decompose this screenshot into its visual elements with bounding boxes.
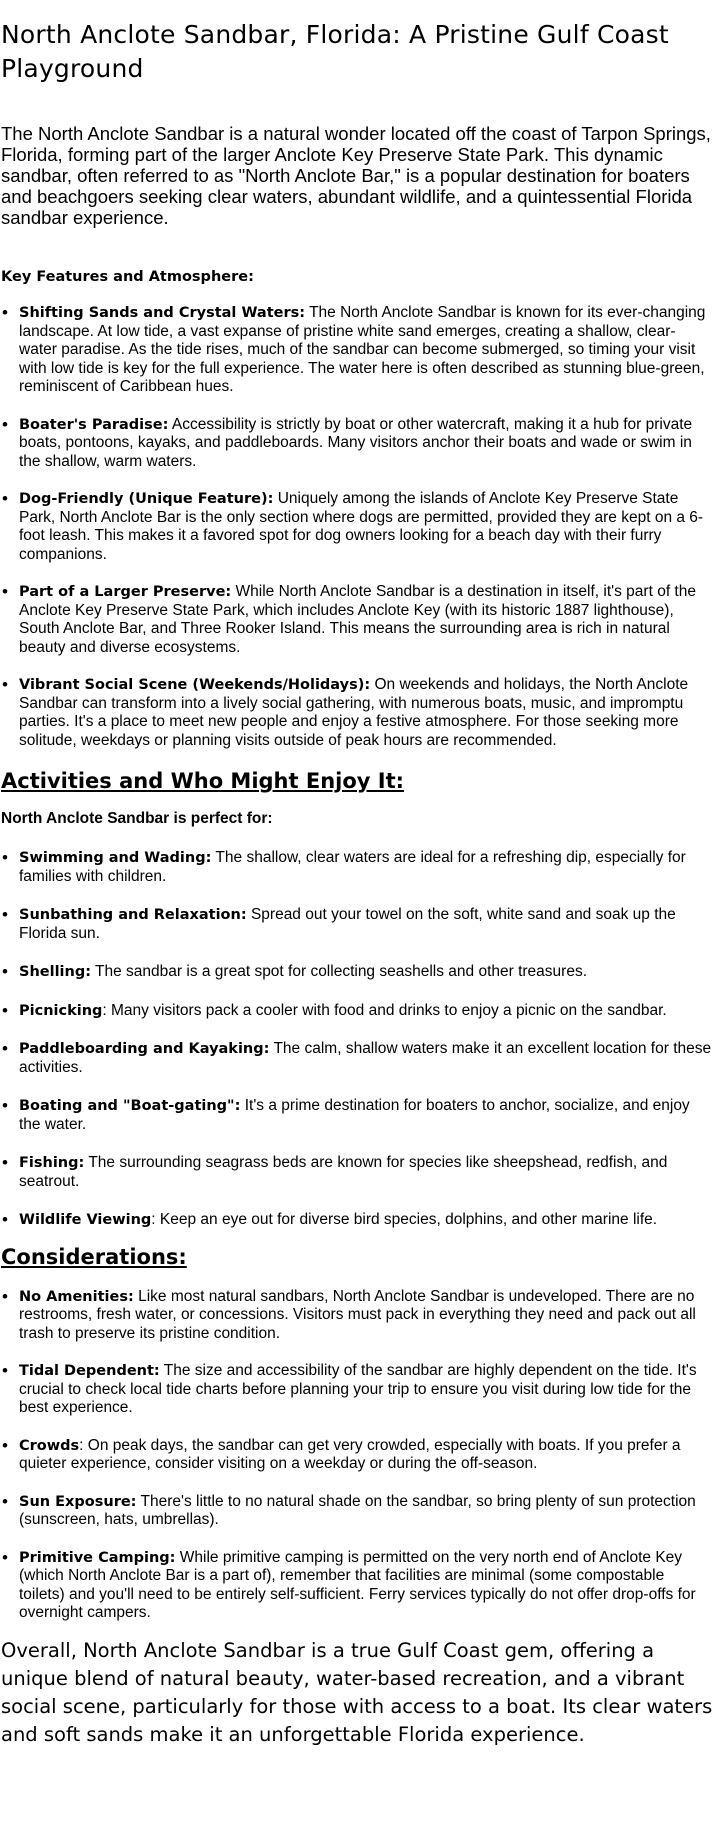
list-item bbox=[1, 1549, 713, 1623]
feature-text: Accessibility is strictly by boat or other watercraft, making it a hub for private boats, pontoons, kayaks, and paddleboards. Many visitors anchor their boats and wade or swim in the shallow, warm waters. bbox=[19, 415, 693, 470]
activity-term: Paddleboarding and Kayaking: bbox=[19, 1041, 270, 1057]
feature-term: Dog-Friendly (Unique Feature): bbox=[19, 491, 274, 507]
page-title: North Anclote Sandbar, Florida: A Pristine Gulf Coast Playground bbox=[1, 20, 669, 83]
activities-list bbox=[1, 849, 713, 1230]
consideration-text: There's little to no natural shade on the sandbar, so bring plenty of sun protection (sunscreen, hats, umbrellas). bbox=[19, 1492, 696, 1528]
closing-paragraph: Overall, North Anclote Sandbar is a true Gulf Coast gem, offering a unique blend of natural beauty, water-based recreation, and a vibrant social scene, particularly for those with access to a boat. Its clear waters and soft sands make it an unforgettable Florida experience. bbox=[1, 1638, 713, 1746]
list-item bbox=[1, 1002, 713, 1021]
feature-text: On weekends and holidays, the North Anclote Sandbar can transform into a lively social gathering, with numerous boats, music, and impromptu parties. It's a place to meet new people and enjoy a festive atmosphere. For those seeking more solitude, weekdays or planning visits outside of peak hours are recommended. bbox=[19, 676, 689, 749]
activity-term: Fishing: bbox=[19, 1155, 85, 1171]
list-item bbox=[1, 583, 713, 657]
list-item bbox=[1, 416, 713, 472]
activity-text: The surrounding seagrass beds are known for species like sheepshead, redfish, and seatrout. bbox=[19, 1154, 668, 1190]
list-item bbox=[1, 676, 713, 750]
consideration-term: Primitive Camping: bbox=[19, 1549, 176, 1566]
activity-term: Boating and "Boat-gating": bbox=[19, 1098, 241, 1114]
consideration-term: Tidal Dependent: bbox=[19, 1363, 160, 1379]
list-item bbox=[1, 1493, 713, 1530]
features-list bbox=[1, 304, 713, 750]
activity-term: Shelling: bbox=[19, 964, 92, 980]
activity-text: : Many visitors pack a cooler with food and drinks to enjoy a picnic on the sandbar. bbox=[102, 1001, 667, 1019]
consideration-text: : On peak days, the sandbar can get very crowded, especially with boats. If you prefer a quieter experience, consider visiting on a weekday or during the off-season. bbox=[19, 1436, 681, 1472]
list-item bbox=[1, 849, 713, 886]
list-item bbox=[1, 1211, 713, 1230]
activity-text: Spread out your towel on the soft, white sand and soak up the Florida sun. bbox=[19, 906, 676, 942]
feature-term: Boater's Paradise: bbox=[19, 416, 169, 433]
considerations-heading: Considerations: bbox=[1, 1244, 187, 1269]
list-item bbox=[1, 963, 713, 982]
activities-intro: North Anclote Sandbar is perfect for: bbox=[1, 810, 273, 827]
consideration-term: Sun Exposure: bbox=[19, 1493, 137, 1510]
list-item bbox=[1, 1154, 713, 1191]
feature-term: Part of a Larger Preserve: bbox=[19, 584, 232, 600]
feature-text: While North Anclote Sandbar is a destination in itself, it's part of the Anclote Key Preserve State Park, which includes Anclote Key (with its historic 1887 lighthouse), South Anclote Bar, and Three Rooker Island. This means the surrounding area is rich in natural beauty and diverse ecosystems. bbox=[19, 583, 696, 656]
activity-text: It's a prime destination for boaters to anchor, socialize, and enjoy the water. bbox=[19, 1097, 690, 1133]
activity-text: The shallow, clear waters are ideal for a refreshing dip, especially for families with children. bbox=[19, 849, 686, 885]
feature-text: The North Anclote Sandbar is known for its ever-changing landscape. At low tide, a vast expanse of pristine white sand emerges, creating a shallow, clear-water paradise. As the tide rises, much of the sandbar can become submerged, so timing your visit with low tide is key for the full experience. The water here is often described as stunning blue-green, reminiscent of Caribbean hues. bbox=[19, 304, 706, 395]
feature-term: Shifting Sands and Crystal Waters: bbox=[19, 305, 306, 321]
intro-paragraph: The North Anclote Sandbar is a natural wonder located off the coast of Tarpon Springs, Florida, forming part of the larger Anclote Key Preserve State Park. This dynamic sandbar, often referred to as "North Anclote Bar," is a popular destination for boaters and beachgoers seeking clear waters, abundant wildlife, and a quintessential Florida sandbar experience. bbox=[1, 123, 711, 228]
feature-text: Uniquely among the islands of Anclote Key Preserve State Park, North Anclote Bar is the only section where dogs are permitted, provided they are kept on a 6-foot leash. This makes it a favored spot for dog owners looking for a beach day with their furry companions. bbox=[19, 490, 704, 563]
activity-term: Swimming and Wading: bbox=[19, 850, 212, 866]
list-item bbox=[1, 1437, 713, 1474]
features-heading: Key Features and Atmosphere: bbox=[1, 269, 254, 285]
consideration-term: No Amenities: bbox=[19, 1288, 134, 1305]
list-item bbox=[1, 1288, 713, 1344]
feature-term: Vibrant Social Scene (Weekends/Holidays): bbox=[19, 677, 371, 693]
activity-text: The sandbar is a great spot for collecting seashells and other treasures. bbox=[91, 963, 588, 980]
list-item bbox=[1, 1040, 713, 1077]
activity-term: Picnicking bbox=[19, 1002, 103, 1019]
list-item bbox=[1, 1362, 713, 1418]
consideration-text: Like most natural sandbars, North Anclote Sandbar is undeveloped. There are no restrooms, fresh water, or concessions. Visitors must pack in everything they need and pack out all trash to preserve its pristine condition. bbox=[19, 1287, 696, 1342]
considerations-list bbox=[1, 1288, 713, 1623]
activity-term: Sunbathing and Relaxation: bbox=[19, 907, 247, 923]
activities-heading: Activities and Who Might Enjoy It: bbox=[1, 769, 405, 793]
list-item bbox=[1, 490, 713, 564]
list-item bbox=[1, 906, 713, 943]
list-item bbox=[1, 1097, 713, 1134]
activity-text: : Keep an eye out for diverse bird species, dolphins, and other marine life. bbox=[151, 1211, 658, 1228]
activity-term: Wildlife Viewing bbox=[19, 1212, 152, 1228]
activity-text: The calm, shallow waters make it an excellent location for these activities. bbox=[19, 1040, 712, 1076]
consideration-text: While primitive camping is permitted on the very north end of Anclote Key (which North Anclote Bar is a part of), remember that facilities are minimal (some compostable toilets) and you'll need to be entirely self-sufficient. Ferry services typically do not offer drop-offs for overnight campers. bbox=[19, 1548, 696, 1621]
consideration-text: The size and accessibility of the sandbar are highly dependent on the tide. It's crucial to check local tide charts before planning your trip to ensure you visit during low tide for the best experience. bbox=[19, 1362, 697, 1416]
article bbox=[0, 18, 713, 1749]
list-item bbox=[1, 304, 713, 397]
consideration-term: Crowds bbox=[19, 1437, 80, 1454]
